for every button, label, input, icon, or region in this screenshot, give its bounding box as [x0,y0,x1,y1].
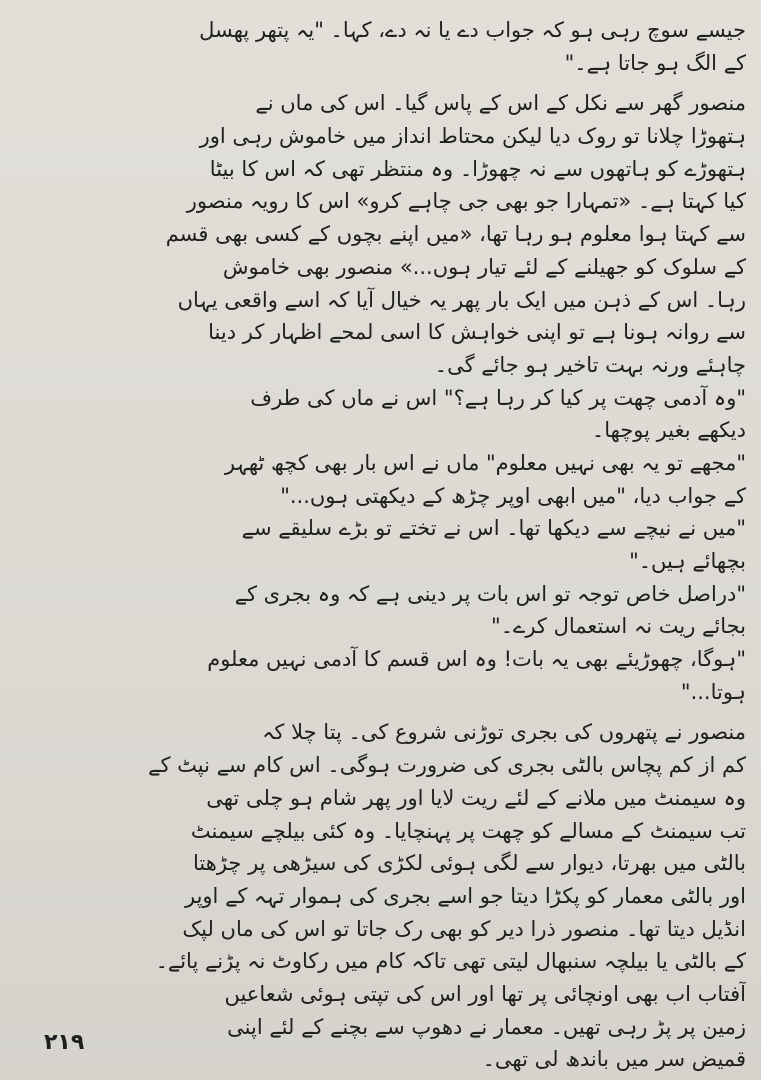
text-line: کے سلوک کو جھیلنے کے لئے تیار ہوں...» منصور بھی خاموش [222,254,746,279]
text-line: آفتاب اب بھی اونچائی پر تھا اور اس کی تپتی ہوئی شعاعیں [224,981,746,1006]
text-line: قمیض سر میں باندھ لی تھی۔ [482,1047,746,1072]
text-line: تب سیمنٹ کے مسالے کو چھت پر پہنچایا۔ وہ کئی بیلچے سیمنٹ [190,818,746,843]
text-line: سے روانہ ہونا ہے تو اپنی خواہش کا اسی لمحے اظہار کر دینا [208,320,746,345]
text-line: منصور نے پتھروں کی بجری توڑنی شروع کی۔ پتا چلا کہ [262,720,746,745]
page-number: ٢١٩ [44,1030,85,1055]
text-line: منصور گھر سے نکل کے اس کے پاس گیا۔ اس کی ماں نے [255,91,746,116]
text-line: جیسے سوچ رہی ہو کہ جواب دے یا نہ دے، کہا۔ "یہ پتھر پھسل [199,18,746,42]
text-line: زمین پر پڑ رہی تھیں۔ معمار نے دھوپ سے بچنے کے لئے اپنی [227,1014,746,1039]
text-line: کے الگ ہو جاتا ہے۔" [564,50,746,75]
text-line: بالٹی میں بھرتا، دیوار سے لگی ہوئی لکڑی کی سیڑھی پر چڑھتا [193,851,746,876]
text-line: بجائے ریت نہ استعمال کرے۔" [491,614,746,639]
text-line: بچھائے ہیں۔" [629,549,746,573]
text-line: رہا۔ اس کے ذہن میں ایک بار پھر یہ خیال آیا کہ اسے واقعی یہاں [177,287,746,312]
text-line: "مجھے تو یہ بھی نہیں معلوم" ماں نے اس بار بھی کچھ ٹھہر [224,450,746,475]
text-line: کے جواب دیا، "میں ابھی اوپر چڑھ کے دیکھتی ہوں..." [280,483,746,508]
text-line: "وہ آدمی چھت پر کیا کر رہا ہے؟" اس نے ماں کی طرف [250,385,746,410]
text-line: ہوتا..." [680,679,746,704]
text-line: "میں نے نیچے سے دیکھا تھا۔ اس نے تختے تو بڑے سلیقے سے [241,516,746,541]
urdu-text-block [34,14,746,1076]
text-line: "دراصل خاص توجہ تو اس بات پر دینی ہے کہ وہ بجری کے [234,581,746,606]
text-line: "ہوگا، چھوڑیئے بھی یہ بات! وہ اس قسم کا آدمی نہیں معلوم [207,647,746,672]
text-line: چاہئے ورنہ بہت تاخیر ہو جائے گی۔ [434,352,746,377]
text-line: انڈیل دیتا تھا۔ منصور ذرا دیر کو بھی رک جاتا تو اس کی ماں لپک [182,916,746,941]
text-line: وہ سیمنٹ میں ملانے کے لئے ریت لایا اور پھر شام ہو چلی تھی [206,785,746,810]
text-line: کم از کم پچاس بالٹی بجری کی ضرورت ہوگی۔ اس کام سے نپٹ کے [148,753,746,778]
text-line: دیکھے بغیر پوچھا۔ [591,418,746,443]
text-line: ہتھوڑا چلانا تو روک دیا لیکن محتاط انداز میں خاموش رہی اور [199,124,746,149]
text-line: کے بالٹی یا بیلچہ سنبھال لیتی تھی تاکہ کام میں رکاوٹ نہ پڑنے پائے۔ [155,949,746,974]
text-line: کیا کہتا ہے۔ «تمہارا جو بھی جی چاہے کرو» اس کا رویہ منصور [186,189,746,214]
text-line: ہتھوڑے کو ہاتھوں سے نہ چھوڑا۔ وہ منتظر تھی کہ اس کا بیٹا [209,156,746,181]
text-line: اور بالٹی معمار کو پکڑا دیتا جو اسے بجری کی ہموار تہہ کے اوپر [184,883,746,908]
text-line: سے کہتا ہوا معلوم ہو رہا تھا، «میں اپنے بچوں کے کسی بھی قسم [165,222,746,247]
